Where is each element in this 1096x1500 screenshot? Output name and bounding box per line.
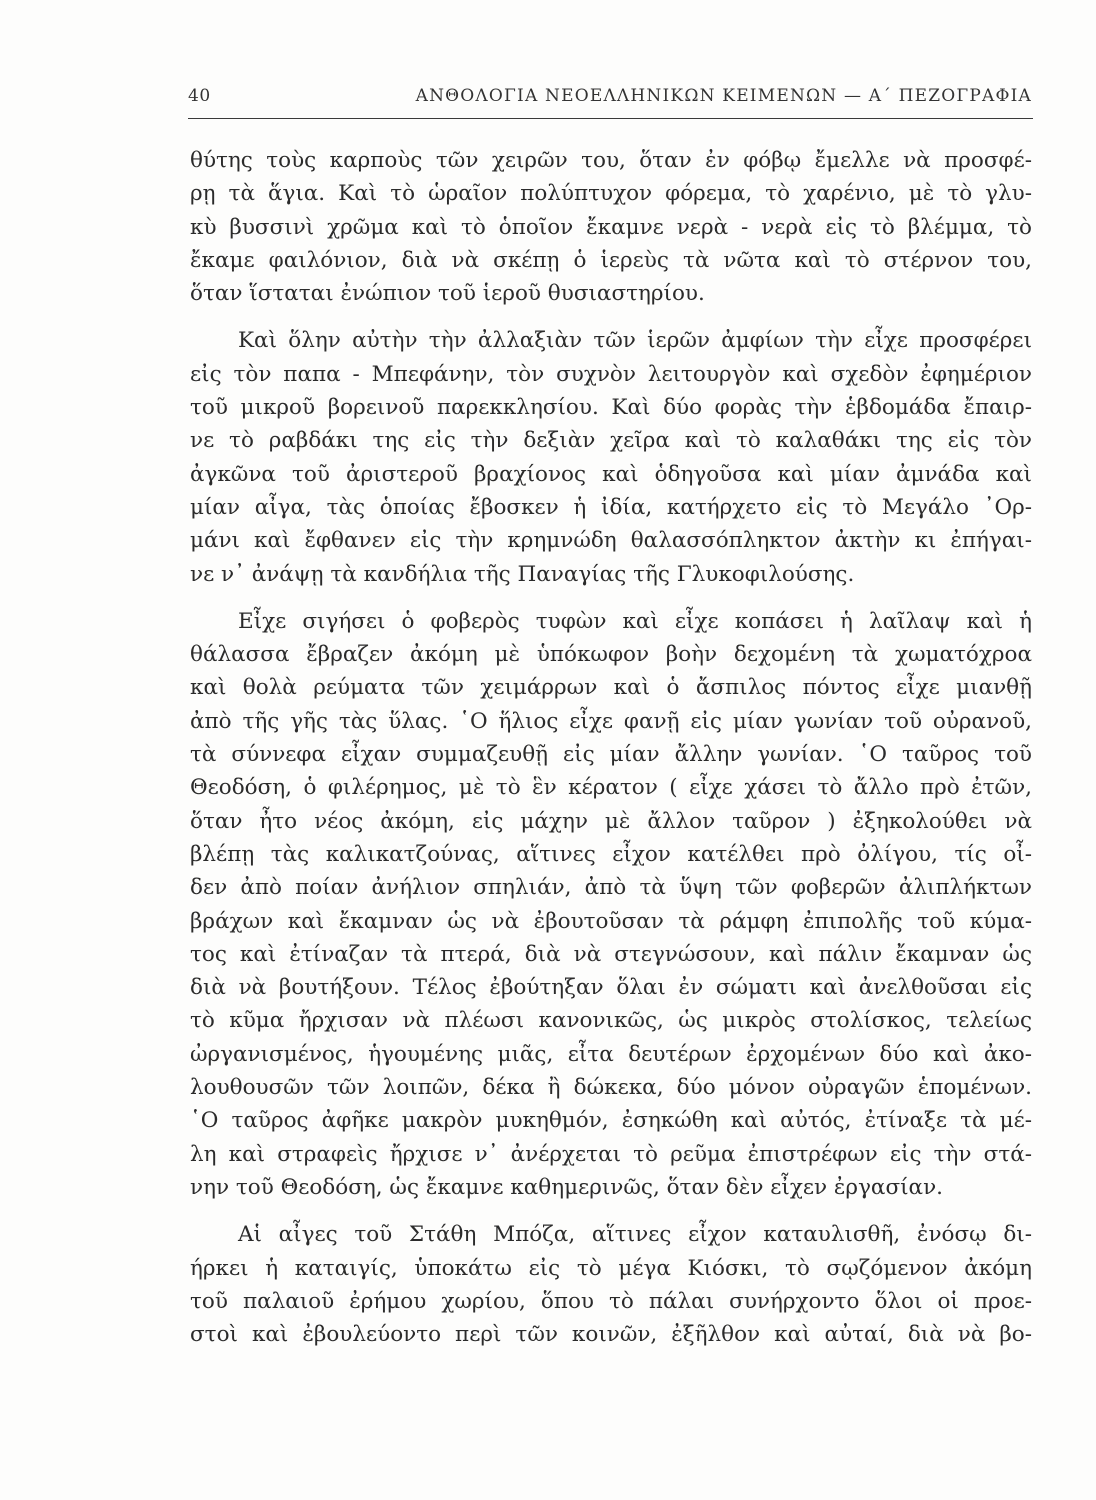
text-line: τοῦ μικροῦ βορεινοῦ παρεκκλησίου. Καὶ δύο φορὰς τὴν ἑβδομάδα ἔπαιρ- bbox=[190, 395, 1032, 421]
running-title: ΑΝΘΟΛΟΓΙΑ ΝΕΟΕΛΛΗΝΙΚΩΝ ΚΕΙΜΕΝΩΝ — Α΄ ΠΕΖΟΓΡΑΦΙΑ bbox=[415, 86, 1032, 106]
body-text bbox=[190, 144, 1032, 1365]
text-line: ἀγκῶνα τοῦ ἀριστεροῦ βραχίονος καὶ ὁδηγοῦσα καὶ μίαν ἀμνάδα καὶ bbox=[190, 461, 1032, 487]
text-line: λη καὶ στραφεὶς ἤρχισε ν᾿ ἀνέρχεται τὸ ρεῦμα ἐπιστρέφων εἰς τὴν στά- bbox=[190, 1141, 1032, 1167]
page-header bbox=[188, 86, 1032, 112]
text-line: νε τὸ ραβδάκι της εἰς τὴν δεξιὰν χεῖρα καὶ τὸ καλαθάκι της εἰς τὸν bbox=[190, 428, 1032, 454]
text-line: τὰ σύννεφα εἶχαν συμμαζευθῇ εἰς μίαν ἄλλην γωνίαν. ῾Ο ταῦρος τοῦ bbox=[190, 742, 1032, 768]
header-rule bbox=[188, 118, 1033, 119]
text-line: τος καὶ ἐτίναζαν τὰ πτερά, διὰ νὰ στεγνώσουν, καὶ πάλιν ἔκαμναν ὡς bbox=[190, 941, 1032, 967]
text-line: ἔκαμε φαιλόνιον, διὰ νὰ σκέπῃ ὁ ἱερεὺς τὰ νῶτα καὶ τὸ στέρνον του, bbox=[190, 247, 1032, 273]
text-line: βράχων καὶ ἔκαμναν ὡς νὰ ἐβουτοῦσαν τὰ ράμφη ἐπιπολῆς τοῦ κύμα- bbox=[190, 908, 1032, 934]
text-line: ὠργανισμένος, ἡγουμένης μιᾶς, εἶτα δευτέρων ἐρχομένων δύο καὶ ἀκο- bbox=[190, 1041, 1032, 1067]
text-line: θάλασσα ἔβραζεν ἀκόμη μὲ ὑπόκωφον βοὴν δεχομένη τὰ χωματόχροα bbox=[190, 642, 1032, 668]
text-line: νην τοῦ Θεοδόση, ὡς ἔκαμνε καθημερινῶς, ὅταν δὲν εἶχεν ἐργασίαν. bbox=[190, 1174, 943, 1200]
text-line: βλέπῃ τὰς καλικατζούνας, αἵτινες εἶχον κατέλθει πρὸ ὀλίγου, τίς οἶ- bbox=[190, 841, 1032, 867]
text-line: θύτης τοὺς καρποὺς τῶν χειρῶν του, ὅταν ἐν φόβῳ ἔμελλε νὰ προσφέ- bbox=[190, 148, 1032, 173]
text-line: εἰς τὸν παπα - Μπεφάνην, τὸν συχνὸν λειτουργὸν καὶ σχεδὸν ἐφημέριον bbox=[190, 361, 1032, 387]
text-line: Θεοδόση, ὁ φιλέρημος, μὲ τὸ ἓν κέρατον ( εἶχε χάσει τὸ ἄλλο πρὸ ἐτῶν, bbox=[190, 775, 1032, 801]
text-line: δεν ἀπὸ ποίαν ἀνήλιον σπηλιάν, ἀπὸ τὰ ὕψη τῶν φοβερῶν ἀλιπλήκτων bbox=[190, 875, 1032, 901]
text-line: ὅταν ἦτο νέος ἀκόμη, εἰς μάχην μὲ ἄλλον ταῦρον ) ἐξηκολούθει νὰ bbox=[190, 808, 1032, 834]
paragraph-2 bbox=[190, 324, 1032, 590]
page-number: 40 bbox=[188, 86, 211, 106]
text-line: ὅταν ἵσταται ἐνώπιον τοῦ ἱεροῦ θυσιαστηρίου. bbox=[190, 281, 705, 307]
text-line: τοῦ παλαιοῦ ἐρήμου χωρίου, ὅπου τὸ πάλαι συνήρχοντο ὅλοι οἱ προε- bbox=[190, 1288, 1032, 1314]
text-line: κὺ βυσσινὶ χρῶμα καὶ τὸ ὁποῖον ἔκαμνε νερὰ - νερὰ εἰς τὸ βλέμμα, τὸ bbox=[190, 214, 1032, 240]
paragraph-3 bbox=[190, 605, 1032, 1204]
paragraph-1 bbox=[190, 144, 1032, 310]
text-line: Εἶχε σιγήσει ὁ φοβερὸς τυφὼν καὶ εἶχε κοπάσει ἡ λαῖλαψ καὶ ἡ bbox=[238, 608, 1032, 634]
text-line: ήρκει ἡ καταιγίς, ὑποκάτω εἰς τὸ μέγα Κιόσκι, τὸ σῳζόμενον ἀκόμη bbox=[190, 1255, 1032, 1281]
text-line: λουθουσῶν τῶν λοιπῶν, δέκα ἢ δώκεκα, δύο μόνον οὐραγῶν ἑπομένων. bbox=[190, 1075, 1032, 1101]
text-line: ἀπὸ τῆς γῆς τὰς ὕλας. ῾Ο ἥλιος εἶχε φανῇ εἰς μίαν γωνίαν τοῦ οὐρανοῦ, bbox=[190, 708, 1032, 734]
text-line: καὶ θολὰ ρεύματα τῶν χειμάρρων καὶ ὁ ἄσπιλος πόντος εἶχε μιανθῇ bbox=[190, 675, 1032, 701]
text-line: ῾Ο ταῦρος ἀφῆκε μακρὸν μυκηθμόν, ἐσηκώθη καὶ αὐτός, ἐτίναξε τὰ μέ- bbox=[190, 1108, 1032, 1134]
text-line: μίαν αἶγα, τὰς ὁποίας ἔβοσκεν ἡ ἰδία, κατήρχετο εἰς τὸ Μεγάλο ᾿Ορ- bbox=[190, 494, 1032, 520]
text-line: ρῃ τὰ ἅγια. Καὶ τὸ ὡραῖον πολύπτυχον φόρεμα, τὸ χαρένιο, μὲ τὸ γλυ- bbox=[190, 181, 1032, 207]
text-line: Καὶ ὅλην αὐτὴν τὴν ἀλλαξιὰν τῶν ἱερῶν ἀμφίων τὴν εἶχε προσφέρει bbox=[238, 328, 1032, 354]
text-line: νε ν᾿ ἀνάψῃ τὰ κανδήλια τῆς Παναγίας τῆς Γλυκοφιλούσης. bbox=[190, 561, 855, 587]
paragraph-4 bbox=[190, 1218, 1032, 1351]
text-line: μάνι καὶ ἔφθανεν εἰς τὴν κρημνώδη θαλασσόπληκτον ἀκτὴν κι ἐπήγαι- bbox=[190, 528, 1032, 554]
text-line: στοὶ καὶ ἐβουλεύοντο περὶ τῶν κοινῶν, ἐξῆλθον καὶ αὐταί, διὰ νὰ βο- bbox=[190, 1322, 1032, 1348]
text-line: τὸ κῦμα ἤρχισαν νὰ πλέωσι κανονικῶς, ὡς μικρὸς στολίσκος, τελείως bbox=[190, 1008, 1032, 1034]
text-line: διὰ νὰ βουτήξουν. Τέλος ἐβούτηξαν ὅλαι ἐν σώματι καὶ ἀνελθοῦσαι εἰς bbox=[190, 975, 1032, 1001]
text-line: Αἱ αἶγες τοῦ Στάθη Μπόζα, αἵτινες εἶχον καταυλισθῆ, ἐνόσῳ δι- bbox=[238, 1222, 1032, 1248]
